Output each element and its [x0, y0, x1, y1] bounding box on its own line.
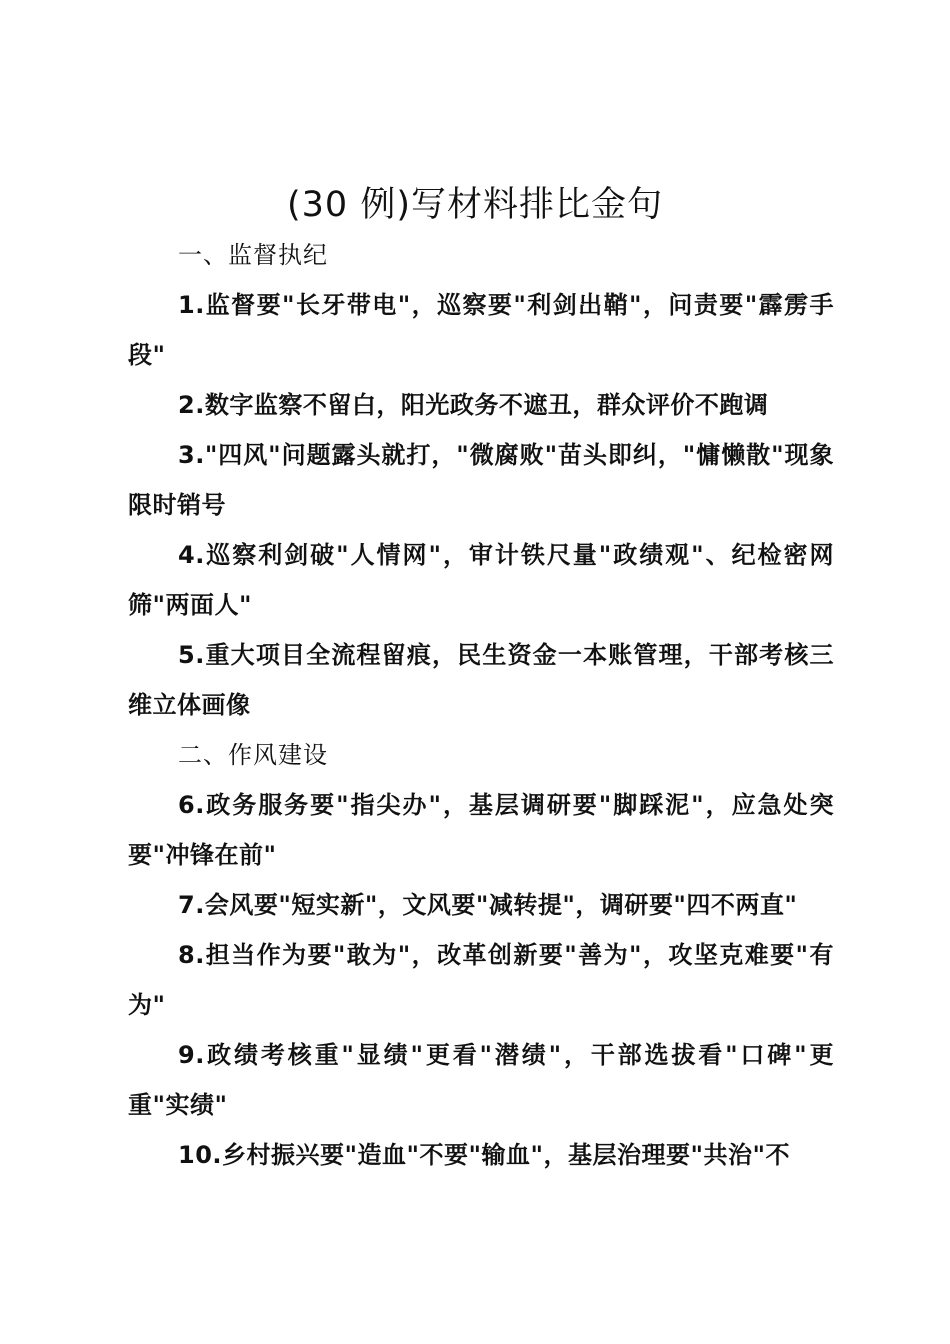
list-item: 5.重大项目全流程留痕，民生资金一本账管理，干部考核三维立体画像 [128, 641, 834, 719]
section-heading: 一、监督执纪 [178, 241, 328, 269]
list-item: 9.政绩考核重"显绩"更看"潜绩"，干部选拔看"口碑"更重"实绩" [128, 1041, 834, 1119]
list-item: 4.巡察利剑破"人情网"，审计铁尺量"政绩观"、纪检密网筛"两面人" [128, 541, 834, 619]
list-item: 2.数字监察不留白，阳光政务不遮丑，群众评价不跑调 [178, 391, 769, 419]
section-heading: 二、作风建设 [178, 741, 328, 769]
document-body [128, 230, 834, 1180]
list-item: 8.担当作为要"敢为"，改革创新要"善为"，攻坚克难要"有为" [128, 941, 834, 1019]
list-item: 6.政务服务要"指尖办"，基层调研要"脚踩泥"，应急处突要"冲锋在前" [128, 791, 834, 869]
list-item: 3."四风"问题露头就打，"微腐败"苗头即纠，"慵懒散"现象限时销号 [128, 441, 834, 519]
section-work-style [128, 730, 834, 1180]
list-item: 10.乡村振兴要"造血"不要"输血"，基层治理要"共治"不 [178, 1141, 791, 1169]
list-item: 7.会风要"短实新"，文风要"减转提"，调研要"四不两直" [178, 891, 798, 919]
list-item: 1.监督要"长牙带电"，巡察要"利剑出鞘"，问责要"霹雳手段" [128, 291, 834, 369]
section-supervision [128, 230, 834, 730]
document-title: (30 例)写材料排比金句 [287, 185, 663, 225]
